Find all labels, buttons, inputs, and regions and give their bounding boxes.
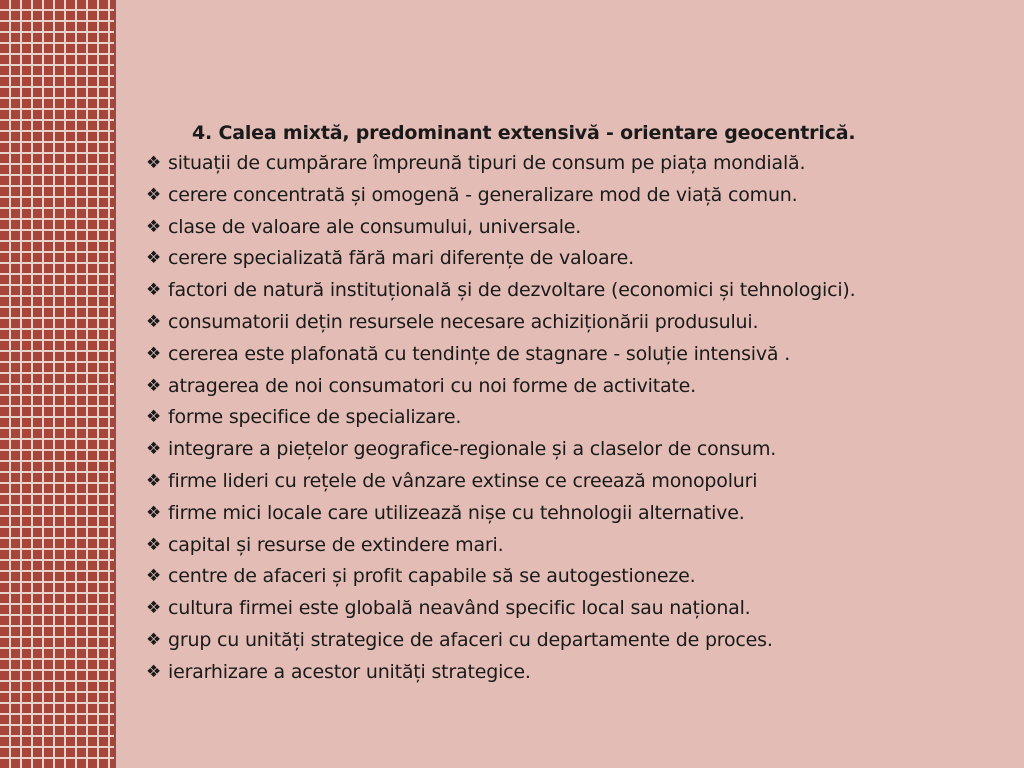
bullet-text: factori de natură instituțională și de dezvoltare (economici și tehnologici). (168, 279, 856, 302)
bullet-item (146, 275, 1006, 307)
bullet-text: cultura firmei este globală neavând specific local sau național. (168, 597, 751, 620)
diamond-bullet-icon: ❖ (146, 311, 162, 332)
diamond-bullet-icon: ❖ (146, 375, 162, 396)
slide-content (146, 118, 1006, 689)
brick-pattern-decoration (0, 0, 114, 768)
diamond-bullet-icon: ❖ (146, 216, 162, 237)
diamond-bullet-icon: ❖ (146, 502, 162, 523)
bullet-item (146, 339, 1006, 371)
bullet-item (146, 498, 1006, 530)
diamond-bullet-icon: ❖ (146, 184, 162, 205)
bullet-text: consumatorii dețin resursele necesare achiziționării produsului. (168, 310, 759, 333)
diamond-bullet-icon: ❖ (146, 407, 162, 428)
bullet-item (146, 593, 1006, 625)
diamond-bullet-icon: ❖ (146, 439, 162, 460)
diamond-bullet-icon: ❖ (146, 629, 162, 650)
bullet-text: grup cu unități strategice de afaceri cu departamente de proces. (168, 628, 773, 651)
diamond-bullet-icon: ❖ (146, 661, 162, 682)
bullet-item (146, 561, 1006, 593)
bullet-item (146, 148, 1006, 180)
bullet-item (146, 625, 1006, 657)
bullet-text: firme lideri cu rețele de vânzare extinse ce creează monopoluri (168, 469, 758, 492)
diamond-bullet-icon: ❖ (146, 534, 162, 555)
bullet-item (146, 243, 1006, 275)
bullet-item (146, 371, 1006, 403)
bullet-item (146, 434, 1006, 466)
bullet-item (146, 212, 1006, 244)
bullet-text: capital și resurse de extindere mari. (168, 533, 504, 556)
diamond-bullet-icon: ❖ (146, 343, 162, 364)
bullet-item (146, 307, 1006, 339)
bullet-text: cerere specializată fără mari diferențe de valoare. (168, 247, 634, 270)
bullet-item (146, 402, 1006, 434)
vertical-divider (114, 0, 116, 768)
diamond-bullet-icon: ❖ (146, 470, 162, 491)
bullet-text: cerere concentrată și omogenă - generalizare mod de viață comun. (168, 183, 798, 206)
bullet-item (146, 657, 1006, 689)
bullet-text: firme mici locale care utilizează nișe cu tehnologii alternative. (168, 501, 745, 524)
bullet-text: centre de afaceri și profit capabile să se autogestioneze. (168, 565, 696, 588)
bullet-item (146, 180, 1006, 212)
bullet-text: cererea este plafonată cu tendințe de stagnare - soluție intensivă . (168, 342, 791, 365)
bullet-text: atragerea de noi consumatori cu noi forme de activitate. (168, 374, 696, 397)
slide-title: 4. Calea mixtă, predominant extensivă - orientare geocentrică. (192, 122, 856, 144)
diamond-bullet-icon: ❖ (146, 598, 162, 619)
diamond-bullet-icon: ❖ (146, 566, 162, 587)
bullet-text: clase de valoare ale consumului, universale. (168, 215, 582, 238)
bullet-list (146, 148, 1006, 689)
bullet-text: forme specifice de specializare. (168, 406, 462, 429)
bullet-item (146, 466, 1006, 498)
bullet-text: integrare a piețelor geografice-regionale și a claselor de consum. (168, 438, 777, 461)
diamond-bullet-icon: ❖ (146, 153, 162, 173)
bullet-item (146, 530, 1006, 562)
bullet-text: situații de cumpărare împreună tipuri de consum pe piața mondială. (168, 152, 806, 174)
bullet-text: ierarhizare a acestor unități strategice. (168, 660, 531, 683)
diamond-bullet-icon: ❖ (146, 248, 162, 269)
diamond-bullet-icon: ❖ (146, 280, 162, 301)
